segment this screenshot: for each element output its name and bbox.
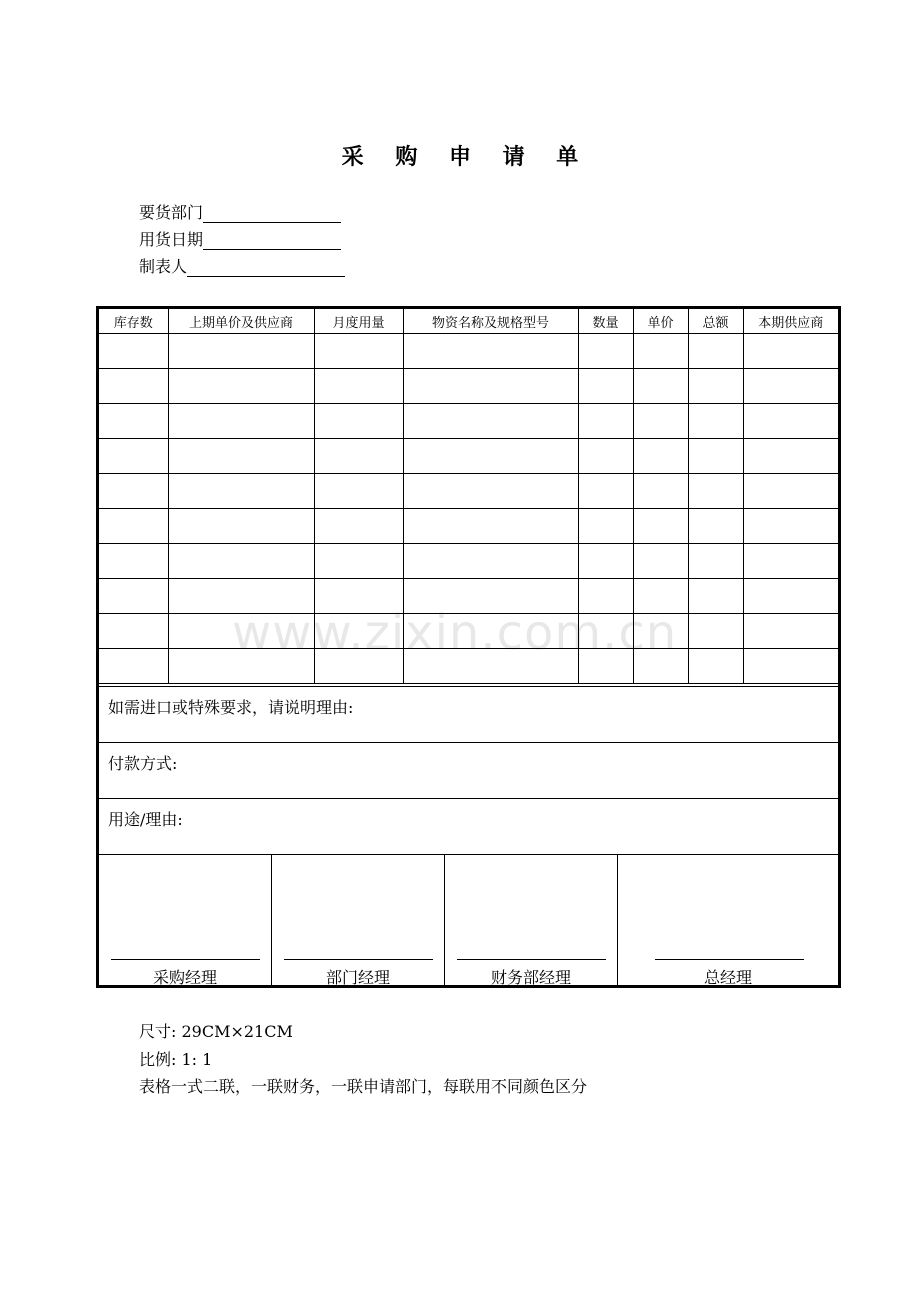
- table-cell[interactable]: [403, 509, 578, 544]
- table-cell[interactable]: [578, 474, 633, 509]
- signature-line: [655, 959, 804, 960]
- maker-blank[interactable]: [187, 260, 345, 277]
- table-cell[interactable]: [688, 474, 743, 509]
- table-cell[interactable]: [688, 579, 743, 614]
- table-cell[interactable]: [168, 509, 314, 544]
- table-cell[interactable]: [314, 369, 403, 404]
- table-cell[interactable]: [403, 369, 578, 404]
- table-cell[interactable]: [633, 369, 688, 404]
- header-monthly-usage: 月度用量: [314, 309, 403, 334]
- header-quantity: 数量: [578, 309, 633, 334]
- table-cell[interactable]: [743, 404, 838, 439]
- table-cell[interactable]: [403, 439, 578, 474]
- table-row: [99, 509, 838, 544]
- table-cell[interactable]: [743, 579, 838, 614]
- signature-general-manager[interactable]: [618, 855, 838, 985]
- table-cell[interactable]: [633, 334, 688, 369]
- signature-line: [457, 959, 606, 960]
- table-cell[interactable]: [633, 404, 688, 439]
- header-unit-price: 单价: [633, 309, 688, 334]
- table-cell[interactable]: [314, 439, 403, 474]
- table-header-row: [99, 309, 838, 334]
- table-cell[interactable]: [403, 544, 578, 579]
- table-cell[interactable]: [168, 474, 314, 509]
- signature-finance-manager[interactable]: [445, 855, 618, 985]
- table-row: [99, 404, 838, 439]
- table-row: [99, 334, 838, 369]
- table-cell[interactable]: [99, 544, 168, 579]
- table-cell[interactable]: [99, 439, 168, 474]
- table-cell[interactable]: [403, 334, 578, 369]
- footer-scale: 比例: 1: 1: [139, 1050, 213, 1069]
- table-cell[interactable]: [99, 614, 168, 649]
- header-last-price-supplier: 上期单价及供应商: [168, 309, 314, 334]
- table-cell[interactable]: [633, 439, 688, 474]
- date-blank[interactable]: [203, 233, 341, 250]
- table-row: [99, 474, 838, 509]
- table-cell[interactable]: [688, 509, 743, 544]
- signature-department-manager[interactable]: [272, 855, 445, 985]
- table-cell[interactable]: [168, 439, 314, 474]
- table-cell[interactable]: [314, 474, 403, 509]
- table-cell[interactable]: [688, 439, 743, 474]
- payment-method-field[interactable]: [99, 742, 838, 798]
- table-cell[interactable]: [578, 439, 633, 474]
- table-cell[interactable]: [688, 544, 743, 579]
- table-cell[interactable]: [688, 334, 743, 369]
- signature-label: 部门经理: [325, 968, 390, 987]
- table-cell[interactable]: [168, 404, 314, 439]
- table-cell[interactable]: [743, 439, 838, 474]
- maker-field: [139, 257, 345, 279]
- signature-label: 总经理: [703, 968, 752, 987]
- table-cell[interactable]: [743, 334, 838, 369]
- table-cell[interactable]: [578, 509, 633, 544]
- table-cell[interactable]: [403, 474, 578, 509]
- signature-line: [284, 959, 433, 960]
- table-cell[interactable]: [688, 369, 743, 404]
- import-reason-label: 如需进口或特殊要求，请说明理由:: [108, 698, 354, 717]
- signature-line: [111, 959, 260, 960]
- header-stock: 库存数: [99, 309, 168, 334]
- department-field: [139, 203, 341, 225]
- table-cell[interactable]: [314, 509, 403, 544]
- table-cell[interactable]: [688, 614, 743, 649]
- signature-row: [99, 854, 838, 985]
- table-cell[interactable]: [633, 474, 688, 509]
- department-label: 要货部门: [139, 203, 204, 222]
- department-blank[interactable]: [203, 206, 341, 223]
- import-reason-field[interactable]: [99, 686, 838, 742]
- table-cell[interactable]: [578, 404, 633, 439]
- table-cell[interactable]: [403, 404, 578, 439]
- table-cell[interactable]: [99, 334, 168, 369]
- table-cell[interactable]: [99, 369, 168, 404]
- table-cell[interactable]: [743, 649, 838, 684]
- table-cell[interactable]: [99, 404, 168, 439]
- table-cell[interactable]: [99, 509, 168, 544]
- table-cell[interactable]: [688, 649, 743, 684]
- table-row: [99, 544, 838, 579]
- purpose-label: 用途/理由:: [108, 810, 183, 829]
- table-cell[interactable]: [743, 474, 838, 509]
- header-current-supplier: 本期供应商: [743, 309, 838, 334]
- watermark: www.zixin.com.cn: [232, 605, 678, 661]
- footer-copies: 表格一式二联，一联财务，一联申请部门，每联用不同颜色区分: [139, 1077, 588, 1096]
- table-cell[interactable]: [314, 404, 403, 439]
- table-cell[interactable]: [743, 614, 838, 649]
- purpose-field[interactable]: [99, 798, 838, 854]
- table-cell[interactable]: [688, 404, 743, 439]
- table-cell[interactable]: [168, 369, 314, 404]
- table-cell[interactable]: [633, 509, 688, 544]
- payment-method-label: 付款方式:: [108, 754, 178, 773]
- table-cell[interactable]: [99, 579, 168, 614]
- maker-label: 制表人: [139, 257, 188, 276]
- table-cell[interactable]: [743, 509, 838, 544]
- signature-purchasing-manager[interactable]: [99, 855, 272, 985]
- table-cell[interactable]: [578, 544, 633, 579]
- header-material-spec: 物资名称及规格型号: [403, 309, 578, 334]
- table-cell[interactable]: [743, 369, 838, 404]
- table-cell[interactable]: [743, 544, 838, 579]
- footer-size: 尺寸: 29CM×21CM: [139, 1022, 293, 1041]
- table-cell[interactable]: [168, 334, 314, 369]
- signature-label: 采购经理: [152, 968, 217, 987]
- table-cell[interactable]: [99, 474, 168, 509]
- table-row: [99, 369, 838, 404]
- form-title: 采 购 申 请 单: [341, 145, 591, 170]
- header-total: 总额: [688, 309, 743, 334]
- table-cell[interactable]: [168, 544, 314, 579]
- table-cell[interactable]: [578, 369, 633, 404]
- table-cell[interactable]: [99, 649, 168, 684]
- table-row: [99, 439, 838, 474]
- table-cell[interactable]: [633, 544, 688, 579]
- table-cell[interactable]: [314, 544, 403, 579]
- table-cell[interactable]: [314, 334, 403, 369]
- date-label: 用货日期: [139, 230, 204, 249]
- table-cell[interactable]: [578, 334, 633, 369]
- date-field: [139, 230, 341, 252]
- signature-label: 财务部经理: [490, 968, 571, 987]
